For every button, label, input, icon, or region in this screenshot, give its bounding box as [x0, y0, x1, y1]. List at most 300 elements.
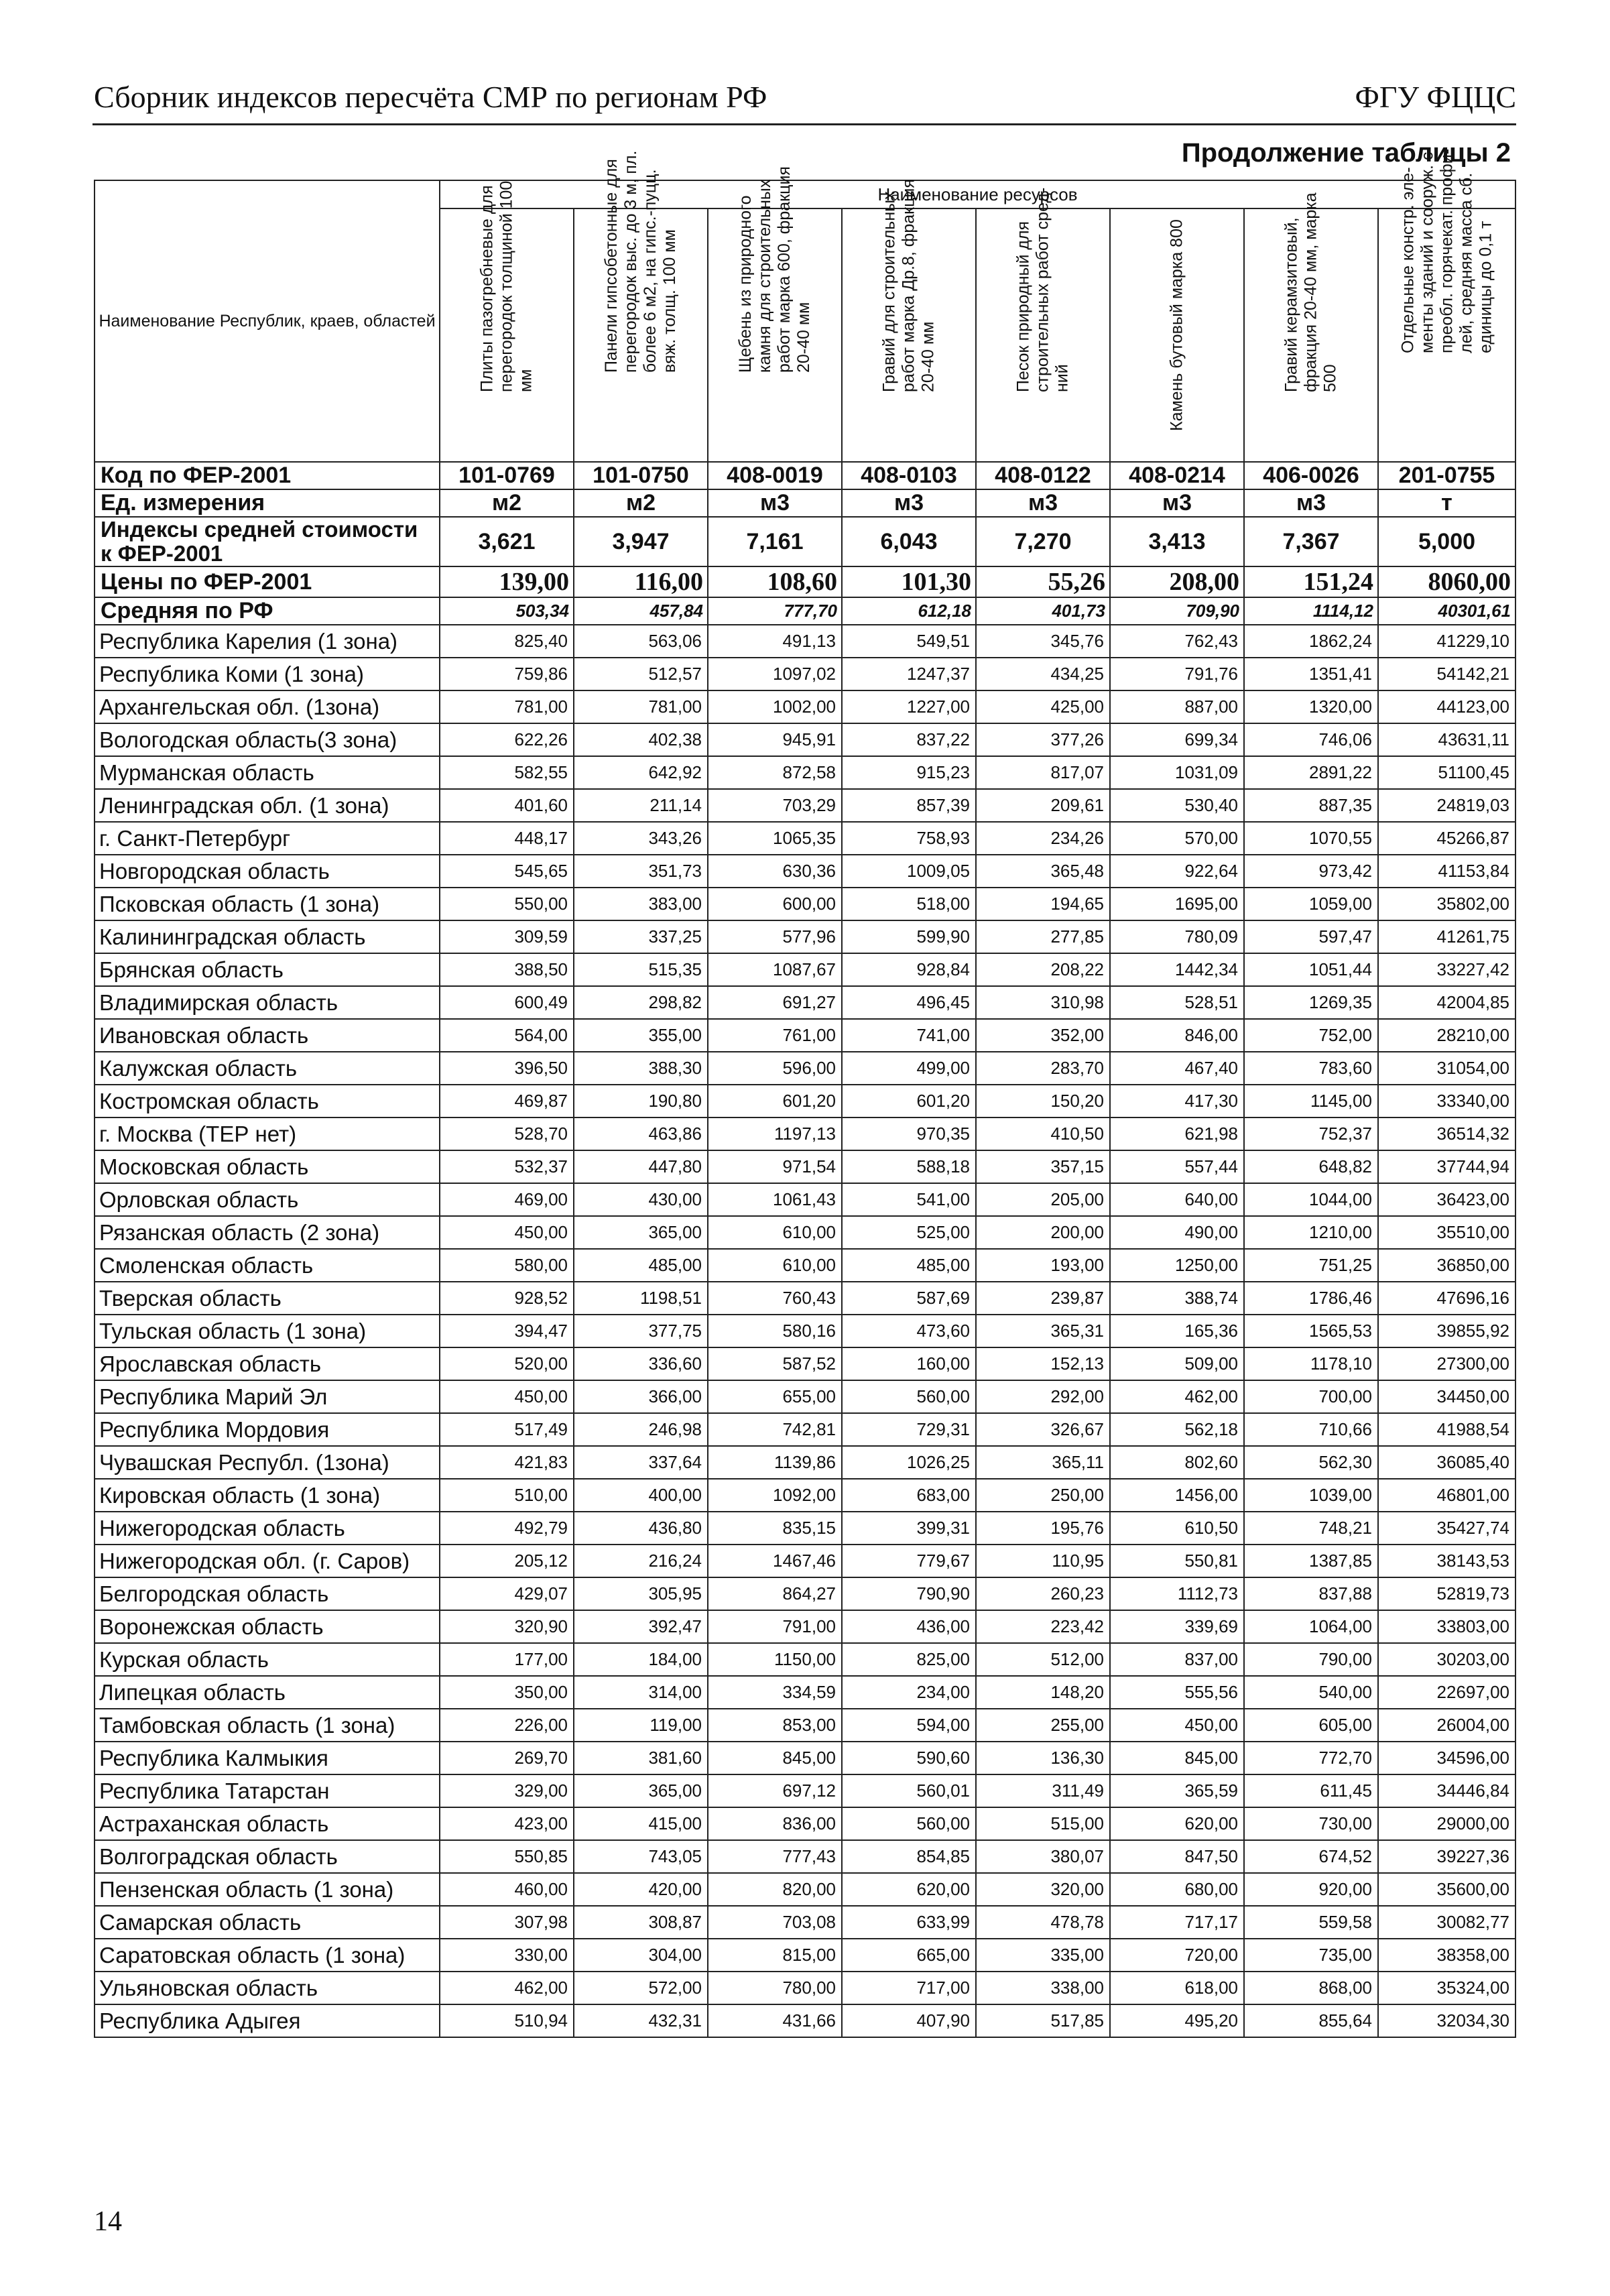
price-cell: 1456,00 — [1110, 1479, 1244, 1512]
price-cell: 622,26 — [440, 723, 574, 756]
price-cell: 460,00 — [440, 1873, 574, 1906]
price-cell: 855,64 — [1244, 2004, 1378, 2037]
price-cell: 520,00 — [440, 1347, 574, 1380]
price-cell: 1026,25 — [842, 1446, 976, 1479]
price-cell: 590,60 — [842, 1742, 976, 1774]
table-row — [95, 1807, 1515, 1840]
price-cell: 41988,54 — [1378, 1413, 1515, 1446]
price-cell: 781,00 — [574, 690, 708, 723]
price-cell: 33340,00 — [1378, 1085, 1515, 1117]
table-row — [95, 1972, 1515, 2004]
price-cell: 392,47 — [574, 1610, 708, 1643]
price-cell: 512,57 — [574, 658, 708, 690]
table-row — [95, 1282, 1515, 1315]
price-cell: 194,65 — [976, 888, 1110, 920]
price-cell: 410,50 — [976, 1117, 1110, 1150]
price-cell: 381,60 — [574, 1742, 708, 1774]
price-cell: 41153,84 — [1378, 855, 1515, 888]
price-cell: 320,90 — [440, 1610, 574, 1643]
price-cell: 837,88 — [1244, 1577, 1378, 1610]
fer-code-cell: 101-0769 — [440, 462, 574, 489]
price-cell: 868,00 — [1244, 1972, 1378, 2004]
table-row — [95, 789, 1515, 822]
table-row — [95, 953, 1515, 986]
price-cell: 304,00 — [574, 1939, 708, 1972]
table-row — [95, 1085, 1515, 1117]
price-cell: 1009,05 — [842, 855, 976, 888]
price-cell: 640,00 — [1110, 1183, 1244, 1216]
price-cell: 560,00 — [842, 1380, 976, 1413]
price-cell: 343,26 — [574, 822, 708, 855]
average-price-cell: 709,90 — [1110, 597, 1244, 625]
table-row — [95, 1216, 1515, 1249]
price-cell: 525,00 — [842, 1216, 976, 1249]
price-cell: 510,94 — [440, 2004, 574, 2037]
table-continuation-title: Продолжение таблицы 2 — [1181, 138, 1511, 168]
price-cell: 351,73 — [574, 855, 708, 888]
price-cell: 1198,51 — [574, 1282, 708, 1315]
price-cell: 699,34 — [1110, 723, 1244, 756]
price-cell: 540,00 — [1244, 1676, 1378, 1709]
price-cell: 1351,41 — [1244, 658, 1378, 690]
price-cell: 365,31 — [976, 1315, 1110, 1347]
price-cell: 401,60 — [440, 789, 574, 822]
price-cell: 388,30 — [574, 1052, 708, 1085]
price-cell: 605,00 — [1244, 1709, 1378, 1742]
price-cell: 35510,00 — [1378, 1216, 1515, 1249]
price-cell: 400,00 — [574, 1479, 708, 1512]
price-cell: 421,83 — [440, 1446, 574, 1479]
price-cell: 407,90 — [842, 2004, 976, 2037]
price-cell: 780,09 — [1110, 920, 1244, 953]
price-cell: 39855,92 — [1378, 1315, 1515, 1347]
price-cell: 36850,00 — [1378, 1249, 1515, 1282]
price-cell: 205,12 — [440, 1545, 574, 1577]
price-cell: 39227,36 — [1378, 1840, 1515, 1873]
price-cell: 550,81 — [1110, 1545, 1244, 1577]
price-cell: 33803,00 — [1378, 1610, 1515, 1643]
table-row — [95, 888, 1515, 920]
region-name: Нижегородская обл. (г. Саров) — [95, 1545, 440, 1577]
table-row — [95, 1446, 1515, 1479]
table-row — [95, 1052, 1515, 1085]
price-cell: 560,01 — [842, 1774, 976, 1807]
price-cell: 588,18 — [842, 1150, 976, 1183]
resource-header-cell — [574, 150, 708, 462]
price-cell: 330,00 — [440, 1939, 574, 1972]
price-cell: 779,67 — [842, 1545, 976, 1577]
price-cell: 51100,45 — [1378, 756, 1515, 789]
price-cell: 184,00 — [574, 1643, 708, 1676]
price-cell: 399,31 — [842, 1512, 976, 1545]
price-cell: 1002,00 — [708, 690, 842, 723]
price-cell: 710,66 — [1244, 1413, 1378, 1446]
price-cell: 530,40 — [1110, 789, 1244, 822]
price-cell: 269,70 — [440, 1742, 574, 1774]
price-cell: 683,00 — [842, 1479, 976, 1512]
region-name: Республика Коми (1 зона) — [95, 658, 440, 690]
price-cell: 491,13 — [708, 625, 842, 658]
table-row — [95, 1479, 1515, 1512]
fer-code-cell: 408-0019 — [708, 462, 842, 489]
region-name: Ленинградская обл. (1 зона) — [95, 789, 440, 822]
price-cell: 1250,00 — [1110, 1249, 1244, 1282]
price-cell: 743,05 — [574, 1840, 708, 1873]
price-cell: 326,67 — [976, 1413, 1110, 1446]
price-cell: 45266,87 — [1378, 822, 1515, 855]
price-cell: 761,00 — [708, 1019, 842, 1052]
price-cell: 1031,09 — [1110, 756, 1244, 789]
price-cell: 970,35 — [842, 1117, 976, 1150]
price-cell: 43631,11 — [1378, 723, 1515, 756]
price-cell: 383,00 — [574, 888, 708, 920]
price-cell: 150,20 — [976, 1085, 1110, 1117]
price-cell: 402,38 — [574, 723, 708, 756]
price-cell: 528,51 — [1110, 986, 1244, 1019]
price-cell: 920,00 — [1244, 1873, 1378, 1906]
price-cell: 311,49 — [976, 1774, 1110, 1807]
region-name: Мурманская область — [95, 756, 440, 789]
price-cell: 601,20 — [708, 1085, 842, 1117]
price-cell: 365,59 — [1110, 1774, 1244, 1807]
price-cell: 570,00 — [1110, 822, 1244, 855]
price-cell: 729,31 — [842, 1413, 976, 1446]
average-label: Средняя по РФ — [95, 597, 440, 625]
document-title: Сборник индексов пересчёта СМР по регионам РФ — [94, 80, 767, 114]
price-cell: 110,95 — [976, 1545, 1110, 1577]
price-cell: 1247,37 — [842, 658, 976, 690]
region-name: Костромская область — [95, 1085, 440, 1117]
index-label — [95, 517, 440, 566]
price-cell: 509,00 — [1110, 1347, 1244, 1380]
price-cell: 1387,85 — [1244, 1545, 1378, 1577]
price-cell: 298,82 — [574, 986, 708, 1019]
price-cell: 680,00 — [1110, 1873, 1244, 1906]
price-cell: 1197,13 — [708, 1117, 842, 1150]
price-cell: 596,00 — [708, 1052, 842, 1085]
price-cell: 600,49 — [440, 986, 574, 1019]
price-cell: 28210,00 — [1378, 1019, 1515, 1052]
table-row — [95, 1709, 1515, 1742]
table-row — [95, 1906, 1515, 1939]
price-cell: 825,40 — [440, 625, 574, 658]
price-cell: 915,23 — [842, 756, 976, 789]
price-cell: 1070,55 — [1244, 822, 1378, 855]
region-name: Тульская область (1 зона) — [95, 1315, 440, 1347]
price-cell: 610,00 — [708, 1216, 842, 1249]
price-cell: 559,58 — [1244, 1906, 1378, 1939]
table-row — [95, 1643, 1515, 1676]
region-name: Самарская область — [95, 1906, 440, 1939]
price-cell: 177,00 — [440, 1643, 574, 1676]
price-cell: 1065,35 — [708, 822, 842, 855]
price-cell: 703,29 — [708, 789, 842, 822]
index-cell: 3,621 — [440, 517, 574, 566]
unit-cell: м2 — [440, 489, 574, 517]
region-name: Владимирская область — [95, 986, 440, 1019]
table-row — [95, 756, 1515, 789]
price-cell: 365,48 — [976, 855, 1110, 888]
fer-price-cell: 101,30 — [842, 566, 976, 597]
price-cell: 621,98 — [1110, 1117, 1244, 1150]
table-row — [95, 1117, 1515, 1150]
price-cell: 430,00 — [574, 1183, 708, 1216]
price-cell: 837,22 — [842, 723, 976, 756]
fer-code-cell: 101-0750 — [574, 462, 708, 489]
price-cell: 1227,00 — [842, 690, 976, 723]
organization-name: ФГУ ФЦЦС — [1355, 80, 1516, 114]
price-cell: 1092,00 — [708, 1479, 842, 1512]
price-cell: 555,56 — [1110, 1676, 1244, 1709]
region-name: Республика Калмыкия — [95, 1742, 440, 1774]
price-cell: 762,43 — [1110, 625, 1244, 658]
price-cell: 337,25 — [574, 920, 708, 953]
price-cell: 469,00 — [440, 1183, 574, 1216]
price-cell: 1178,10 — [1244, 1347, 1378, 1380]
price-cell: 239,87 — [976, 1282, 1110, 1315]
price-cell: 30203,00 — [1378, 1643, 1515, 1676]
price-cell: 33227,42 — [1378, 953, 1515, 986]
resource-header-cell — [708, 166, 842, 462]
region-name: Республика Адыгея — [95, 2004, 440, 2037]
average-price-cell: 777,70 — [708, 597, 842, 625]
price-cell: 802,60 — [1110, 1446, 1244, 1479]
price-cell: 208,22 — [976, 953, 1110, 986]
average-price-cell: 40301,61 — [1378, 597, 1515, 625]
price-cell: 32034,30 — [1378, 2004, 1515, 2037]
resource-header-cell — [1378, 148, 1515, 462]
price-cell: 1145,00 — [1244, 1085, 1378, 1117]
table-row — [95, 986, 1515, 1019]
price-cell: 772,70 — [1244, 1742, 1378, 1774]
price-cell: 563,06 — [574, 625, 708, 658]
region-name: Архангельская обл. (1зона) — [95, 690, 440, 723]
index-cell: 7,270 — [976, 517, 1110, 566]
price-cell: 462,00 — [1110, 1380, 1244, 1413]
price-cell: 307,98 — [440, 1906, 574, 1939]
price-cell: 337,64 — [574, 1446, 708, 1479]
price-cell: 752,00 — [1244, 1019, 1378, 1052]
region-name: Республика Марий Эл — [95, 1380, 440, 1413]
price-cell: 38143,53 — [1378, 1545, 1515, 1577]
price-cell: 366,00 — [574, 1380, 708, 1413]
unit-cell: м3 — [708, 489, 842, 517]
average-price-cell: 612,18 — [842, 597, 976, 625]
average-price-cell: 1114,12 — [1244, 597, 1378, 625]
region-name: Рязанская область (2 зона) — [95, 1216, 440, 1249]
table-row — [95, 1380, 1515, 1413]
price-cell: 467,40 — [1110, 1052, 1244, 1085]
price-cell: 423,00 — [440, 1807, 574, 1840]
price-cell: 310,98 — [976, 986, 1110, 1019]
price-cell: 136,30 — [976, 1742, 1110, 1774]
price-cell: 945,91 — [708, 723, 842, 756]
price-cell: 41261,75 — [1378, 920, 1515, 953]
price-cell: 260,23 — [976, 1577, 1110, 1610]
price-cell: 396,50 — [440, 1052, 574, 1085]
price-cell: 1061,43 — [708, 1183, 842, 1216]
price-cell: 741,00 — [842, 1019, 976, 1052]
price-cell: 633,99 — [842, 1906, 976, 1939]
price-cell: 1862,24 — [1244, 625, 1378, 658]
fer-code-cell: 201-0755 — [1378, 462, 1515, 489]
price-cell: 717,17 — [1110, 1906, 1244, 1939]
index-cell: 7,367 — [1244, 517, 1378, 566]
price-cell: 845,00 — [708, 1742, 842, 1774]
fer-price-cell: 108,60 — [708, 566, 842, 597]
price-cell: 35802,00 — [1378, 888, 1515, 920]
price-cell: 601,20 — [842, 1085, 976, 1117]
resource-header-cell — [440, 180, 574, 462]
price-cell: 720,00 — [1110, 1939, 1244, 1972]
region-name: г. Москва (ТЕР нет) — [95, 1117, 440, 1150]
unit-cell: т — [1378, 489, 1515, 517]
region-name: Московская область — [95, 1150, 440, 1183]
price-cell: 1112,73 — [1110, 1577, 1244, 1610]
price-cell: 717,00 — [842, 1972, 976, 2004]
table-row — [95, 1873, 1515, 1906]
unit-cell: м3 — [1110, 489, 1244, 517]
price-cell: 820,00 — [708, 1873, 842, 1906]
resource-name: Плиты пазогребневые для перегородок толщиной 100 мм — [477, 180, 536, 392]
price-cell: 29000,00 — [1378, 1807, 1515, 1840]
fer-price-cell: 116,00 — [574, 566, 708, 597]
price-cell: 216,24 — [574, 1545, 708, 1577]
price-cell: 550,00 — [440, 888, 574, 920]
price-cell: 31054,00 — [1378, 1052, 1515, 1085]
price-cell: 597,47 — [1244, 920, 1378, 953]
price-cell: 223,42 — [976, 1610, 1110, 1643]
price-cell: 450,00 — [440, 1216, 574, 1249]
fer-code-cell: 408-0122 — [976, 462, 1110, 489]
price-cell: 599,90 — [842, 920, 976, 953]
price-cell: 495,20 — [1110, 2004, 1244, 2037]
price-cell: 492,79 — [440, 1512, 574, 1545]
price-cell: 557,44 — [1110, 1150, 1244, 1183]
resource-name: Панели гипсобетонные для перегородок выс. до 3 м, пл. более 6 м2, на гипс.-пуцц. вяж. толщ. 100 мм — [602, 150, 679, 373]
region-name: Тамбовская область (1 зона) — [95, 1709, 440, 1742]
price-cell: 562,18 — [1110, 1413, 1244, 1446]
fer-code-cell: 408-0214 — [1110, 462, 1244, 489]
price-cell: 152,13 — [976, 1347, 1110, 1380]
price-cell: 562,30 — [1244, 1446, 1378, 1479]
price-cell: 305,95 — [574, 1577, 708, 1610]
region-name: Калининградская область — [95, 920, 440, 953]
price-cell: 37744,94 — [1378, 1150, 1515, 1183]
price-cell: 857,39 — [842, 789, 976, 822]
table-row — [95, 1019, 1515, 1052]
price-cell: 436,80 — [574, 1512, 708, 1545]
price-cell: 665,00 — [842, 1939, 976, 1972]
price-cell: 703,08 — [708, 1906, 842, 1939]
price-cell: 420,00 — [574, 1873, 708, 1906]
price-cell: 119,00 — [574, 1709, 708, 1742]
table-row — [95, 920, 1515, 953]
price-cell: 735,00 — [1244, 1939, 1378, 1972]
price-cell: 691,27 — [708, 986, 842, 1019]
region-name: Смоленская область — [95, 1249, 440, 1282]
price-cell: 887,35 — [1244, 789, 1378, 822]
price-cell: 748,21 — [1244, 1512, 1378, 1545]
table-row — [95, 1347, 1515, 1380]
fer-code-cell: 406-0026 — [1244, 462, 1378, 489]
region-name: Республика Мордовия — [95, 1413, 440, 1446]
price-cell: 35324,00 — [1378, 1972, 1515, 2004]
region-name: Волгоградская область — [95, 1840, 440, 1873]
price-cell: 864,27 — [708, 1577, 842, 1610]
price-cell: 44123,00 — [1378, 690, 1515, 723]
price-cell: 434,25 — [976, 658, 1110, 690]
table-row — [95, 1249, 1515, 1282]
price-cell: 165,36 — [1110, 1315, 1244, 1347]
region-name: Вологодская область(3 зона) — [95, 723, 440, 756]
region-name: Ульяновская область — [95, 1972, 440, 2004]
price-cell: 336,60 — [574, 1347, 708, 1380]
page-number: 14 — [94, 2206, 122, 2237]
price-cell: 572,00 — [574, 1972, 708, 2004]
table-row — [95, 1150, 1515, 1183]
price-cell: 630,36 — [708, 855, 842, 888]
price-cell: 365,00 — [574, 1774, 708, 1807]
table-row — [95, 1512, 1515, 1545]
price-cell: 255,00 — [976, 1709, 1110, 1742]
price-cell: 47696,16 — [1378, 1282, 1515, 1315]
price-cell: 580,00 — [440, 1249, 574, 1282]
price-cell: 746,06 — [1244, 723, 1378, 756]
unit-cell: м3 — [1244, 489, 1378, 517]
region-name: Астраханская область — [95, 1807, 440, 1840]
price-cell: 549,51 — [842, 625, 976, 658]
region-name: Псковская область (1 зона) — [95, 888, 440, 920]
price-cell: 790,90 — [842, 1577, 976, 1610]
price-cell: 36514,32 — [1378, 1117, 1515, 1150]
region-name: Республика Карелия (1 зона) — [95, 625, 440, 658]
price-cell: 1565,53 — [1244, 1315, 1378, 1347]
price-cell: 36085,40 — [1378, 1446, 1515, 1479]
table-row — [95, 1183, 1515, 1216]
price-cell: 499,00 — [842, 1052, 976, 1085]
price-cell: 490,00 — [1110, 1216, 1244, 1249]
resource-header-cell — [976, 187, 1110, 462]
region-name: Чувашская Республ. (1зона) — [95, 1446, 440, 1479]
price-cell: 780,00 — [708, 1972, 842, 2004]
price-cell: 835,15 — [708, 1512, 842, 1545]
price-cell: 1051,44 — [1244, 953, 1378, 986]
price-cell: 334,59 — [708, 1676, 842, 1709]
region-name: Кировская область (1 зона) — [95, 1479, 440, 1512]
table-row — [95, 1939, 1515, 1972]
resources-header: Наименование ресурсов — [440, 180, 1515, 208]
price-cell: 1139,86 — [708, 1446, 842, 1479]
price-cell: 928,84 — [842, 953, 976, 986]
price-cell: 226,00 — [440, 1709, 574, 1742]
price-cell: 209,61 — [976, 789, 1110, 822]
price-cell: 518,00 — [842, 888, 976, 920]
price-cell: 580,16 — [708, 1315, 842, 1347]
price-cell: 234,26 — [976, 822, 1110, 855]
price-cell: 1786,46 — [1244, 1282, 1378, 1315]
price-cell: 450,00 — [1110, 1709, 1244, 1742]
price-cell: 329,00 — [440, 1774, 574, 1807]
price-cell: 642,92 — [574, 756, 708, 789]
index-label-line-2: к ФЕР-2001 — [101, 541, 223, 566]
price-cell: 309,59 — [440, 920, 574, 953]
price-cell: 436,00 — [842, 1610, 976, 1643]
price-cell: 415,00 — [574, 1807, 708, 1840]
price-cell: 41229,10 — [1378, 625, 1515, 658]
resource-name: Песок природный для строительных работ сред-ний — [1013, 187, 1072, 392]
table-row — [95, 1742, 1515, 1774]
